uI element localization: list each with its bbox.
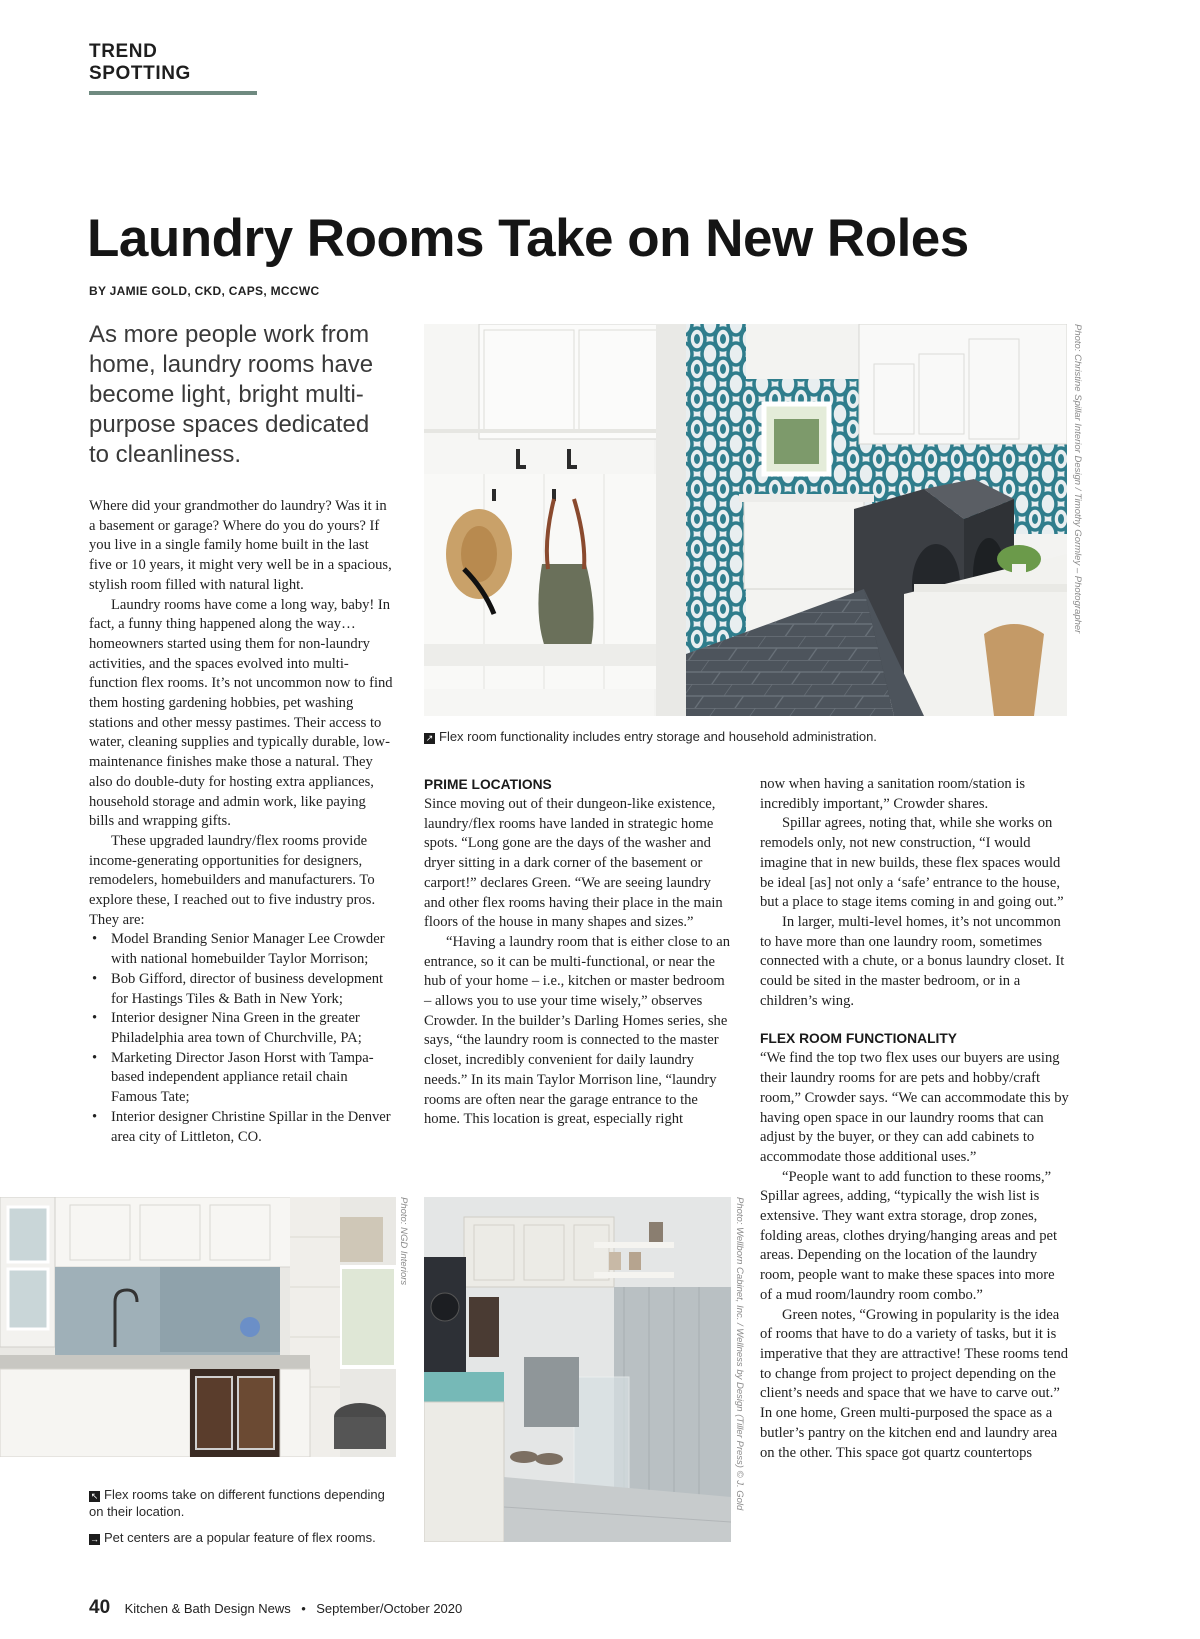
footer-separator: • [301, 1601, 306, 1616]
kitchen-flex-room-photo [0, 1197, 396, 1457]
arrow-right-icon: → [90, 1534, 99, 1544]
subhead: PRIME LOCATIONS [424, 777, 552, 792]
body-column-2 [424, 775, 732, 1130]
magazine-name: Kitchen & Bath Design News [124, 1601, 291, 1616]
paragraph: These upgraded laundry/flex rooms provide income-generating opportunities for designers, remodelers, homebuilders and manufacturers. To explore these, I reached out to five industry pros. They are: [89, 832, 376, 928]
photo-caption [89, 1486, 399, 1520]
pros-list [89, 930, 394, 1147]
body-column-1 [89, 497, 394, 1147]
list-item: • Marketing Director Jason Horst with Tampa-based independent appliance retail chain Famous Tate; [89, 1049, 394, 1108]
page-footer [89, 1597, 462, 1619]
list-item: • Interior designer Christine Spillar in the Denver area city of Littleton, CO. [89, 1108, 394, 1147]
caption-text: Flex room functionality includes entry storage and household administration. [439, 729, 877, 744]
paragraph: Green notes, “Growing in popularity is the idea of rooms that have to do a variety of tasks, but it is imperative that they are attractive! These rooms tend to change from project to project depending on the client’s needs and space that we have to carve out.” In one home, Green multi-purposed the space as a butler’s pantry on the kitchen end and laundry area on the other. This space got quartz countertops [760, 1306, 1069, 1461]
photo-credit: Photo: NGD Interiors [398, 1197, 409, 1286]
paragraph: Since moving out of their dungeon-like existence, laundry/flex rooms have landed in strategic home spots. “Long gone are the days of the washer and dryer sitting in a dark corner of the basement or carport!” declares Green. “We are seeing laundry and other flex rooms having their place in the main floors of the house in many shapes and sizes.” [424, 796, 723, 931]
body-column-3 [760, 775, 1070, 1463]
caption-text: Pet centers are a popular feature of flex rooms. [104, 1530, 376, 1545]
list-item: • Interior designer Nina Green in the greater Philadelphia area town of Churchville, PA; [89, 1009, 394, 1048]
paragraph: “Having a laundry room that is either close to an entrance, so it can be multi-functional, or near the hub of your home – i.e., kitchen or master bedroom – allows you to use your time wisely,” observes Crowder. In the builder’s Darling Homes series, she says, “the laundry room is connected to the master closet, incredibly convenient for daily laundry needs.” In its main Taylor Morrison line, “laundry rooms are often near the garage entrance to the home. This location is great, especially right [424, 933, 731, 1128]
paragraph: Laundry rooms have come a long way, baby! In fact, a funny thing happened along the way… homeowners started using them for non-laundry activities, and the spaces evolved into multi-function flex rooms. It’s not uncommon now to find them hosting gardening hobbies, pet washing stations and other messy pastimes. Their access to water, cleaning supplies and typically durable, low-maintenance finishes make those a natural. They also do double-duty for hosting extra appliances, household storage and admin work, like paying bills and wrapping gifts. [89, 596, 393, 830]
paragraph: Spillar agrees, noting that, while she works on remodels only, not new construction, “I would imagine that in new builds, these flex spaces would be ideal [as] not only a ‘safe’ entrance to the house, but a place to stage items coming in and going out.” [760, 815, 1064, 911]
paragraph: “We find the top two flex uses our buyers are using their laundry rooms for are pets and hobby/craft room,” Crowder says. “We can accommodate this by having open space in our laundry rooms that can adjust by the buyer, or they can add cabinets to accommodate those additional uses.” [760, 1050, 1069, 1165]
photo-credit: Photo: Christine Spillar Interior Design / Timothy Gormley – Photographer [1072, 324, 1083, 634]
list-item: • Bob Gifford, director of business development for Hastings Tiles & Bath in New York; [89, 970, 394, 1009]
article-deck: As more people work from home, laundry rooms have become light, bright multi-purpose spaces dedicated to cleanliness. [89, 321, 374, 468]
page-number: 40 [89, 1597, 111, 1618]
paragraph: In larger, multi-level homes, it’s not uncommon to have more than one laundry room, sometimes connected with a chute, or a bonus laundry closet. It could be sited in the master bedroom, or in a children’s wing. [760, 913, 1065, 1009]
photo-credit: Photo: Wellborn Cabinet, Inc. / Wellness by Design (Tiller Press) © J. Gold [734, 1197, 745, 1511]
photo-caption [424, 728, 1064, 745]
byline: BY JAMIE GOLD, CKD, CAPS, MCCWC [89, 284, 320, 298]
laundry-room-photo [424, 324, 1067, 716]
photo-caption [89, 1529, 399, 1546]
pet-center-photo [424, 1197, 731, 1542]
paragraph: “People want to add function to these rooms,” Spillar agrees, adding, “typically the wish list is extensive. They want extra storage, drop zones, folding areas, clothes drying/hanging areas and pet areas. Depending on the location of the laundry room, people want to make these spaces into more of a mud room/laundry room combo.” [760, 1168, 1058, 1303]
arrow-up-icon: ↖ [90, 1491, 99, 1501]
subhead: FLEX ROOM FUNCTIONALITY [760, 1031, 957, 1047]
issue-date: September/October 2020 [316, 1601, 463, 1616]
paragraph: now when having a sanitation room/station is incredibly important,” Crowder shares. [760, 776, 1026, 812]
paragraph: Where did your grandmother do laundry? Was it in a basement or garage? Where do you do yours? If you live in a single family home built in the last five or 10 years, it might very well be in a spacious, stylish room filled with natural light. [89, 498, 392, 593]
section-label: TREND SPOTTING [89, 41, 257, 95]
article-headline: Laundry Rooms Take on New Roles [87, 209, 969, 268]
list-item: • Model Branding Senior Manager Lee Crowder with national homebuilder Taylor Morrison; [89, 930, 394, 969]
arrow-up-icon: ↗ [425, 733, 434, 743]
caption-text: Flex rooms take on different functions depending on their location. [89, 1487, 385, 1519]
